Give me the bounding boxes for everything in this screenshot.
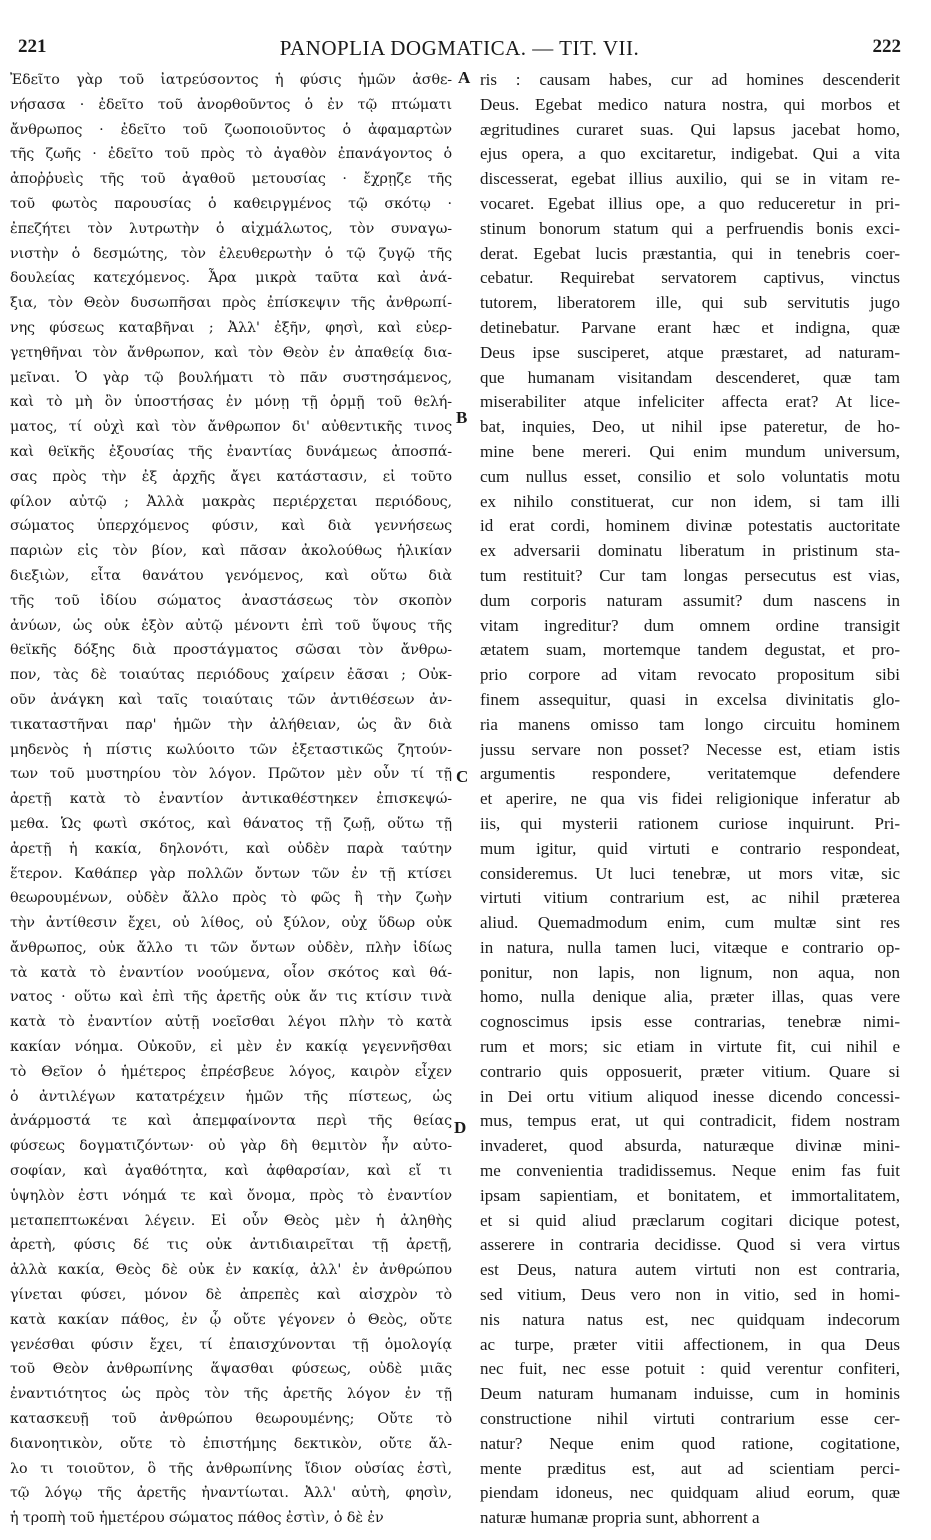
greek-column <box>10 68 452 1531</box>
greek-text-line: τῆς τοῦ ἰδίου σώματος ἀναστάσεως τὸν σκοπὸν <box>10 592 452 609</box>
greek-text-line: παριὼν εἰς τὸν βίον, καὶ πᾶσαν ἀκολούθως ἡλικίαν <box>10 543 452 560</box>
latin-text-line: rum et mors; sic etiam in virtute fit, cui nihil e <box>480 1037 900 1057</box>
latin-text-line: cum nullus esset, consilio et solo voluntatis motu <box>480 466 900 486</box>
greek-text-line: πον, τὰς δὲ τοιαύτας περιόδους χαίρειν ἐᾶσαι ; Οὐκ- <box>10 667 452 684</box>
latin-text-line: mente præditus est, aut ad scientiam perci- <box>480 1458 900 1478</box>
greek-text-line: φύσεως δογματιζόντων· οὐ γὰρ δὴ θεμιτὸν ἦν αὐτο- <box>10 1138 452 1155</box>
greek-text-line: ὁ ἀντιλέγων κατατρέχειν ἡμῶν τῆς πίστεως, ὡς <box>10 1088 452 1105</box>
latin-text-line: ria manens omisso tam longo circuitu hominem <box>480 714 900 734</box>
margin-letter-d: D <box>454 1118 467 1137</box>
greek-text-line: ἄνθρωπος · ἐδεῖτο τοῦ ζωοποιοῦντος ὁ ἀφαμαρτὼν <box>10 121 452 138</box>
greek-text-line: μεθα. Ὡς φωτὶ σκότος, καὶ θάνατος τῇ ζωῇ, οὕτω τῇ <box>10 815 452 832</box>
latin-column <box>480 68 900 1531</box>
latin-text-line: contrario quis opposuerit, præter vitium. Quare si <box>480 1061 900 1081</box>
greek-text-line: σοφίαν, καὶ ἀγαθότητα, καὶ ἀφθαρσίαν, καὶ εἴ τι <box>10 1163 452 1180</box>
latin-text-line: homo, nulla denique alia, præter illas, quas vere <box>480 987 900 1007</box>
latin-text-line: ac turpe, præter vitii affectionem, in qua Deus <box>480 1334 900 1354</box>
latin-text-line: ex adversarii dominatu liberatum in pristinum sta- <box>480 541 900 561</box>
latin-text-line: cognoscimus ipsis esse contrarias, tenebræ nimi- <box>480 1012 900 1032</box>
latin-text-line: ætatem suam, mortemque tandem degustat, et pro- <box>480 640 900 660</box>
greek-text-line: ἀρετὴ, φύσις δέ τις οὐκ ἀντιδιαιρεῖται τῇ ἀρετῇ, <box>10 1237 452 1254</box>
latin-text-line: piendam idoneus, nec quidquam aliud eorum, quæ <box>480 1483 900 1503</box>
latin-text-line: discesserat, egebat illius auxilio, qui se in vitam re- <box>480 169 900 189</box>
greek-text-line: κακίαν νόημα. Οὐκοῦν, εἰ μὲν ἐν κακίᾳ γεγεννῆσθαι <box>10 1039 452 1056</box>
latin-text-line: tutorem, liberatorem ille, qui sub servitutis jugo <box>480 293 900 313</box>
latin-text-line: me convenientia tradidissemus. Neque enim fas fuit <box>480 1161 900 1181</box>
greek-text-line: κατὰ κακίαν πάθος, ἐν ᾧ οὔτε γέγονεν ὁ Θεὸς, οὔτε <box>10 1311 452 1328</box>
greek-text-line: φίλον αὐτῷ ; Ἀλλὰ μακρὰς περιέρχεται περιόδους, <box>10 493 452 510</box>
latin-text-line: nec fuit, nec esse potuit : quid verentur confiteri, <box>480 1359 900 1379</box>
latin-text-line: tum restituit? Cur tam longas persecutus est vias, <box>480 565 900 585</box>
latin-text-line: ejus opera, a quo excitaretur, indigebat. Qui a vita <box>480 144 900 164</box>
latin-text-line: argumentis respondere, veritatemque defendere <box>480 764 900 784</box>
greek-text-line: τὴν ἀντίθεσιν ἔχει, οὐ λίθος, οὐ ξύλον, οὐχ ὕδωρ οὐκ <box>10 915 452 932</box>
running-title: PANOPLIA DOGMATICA. — TIT. VII. <box>279 36 640 60</box>
greek-text-line: καὶ θεϊκῆς ἐξουσίας τῆς ἐναντίας δυνάμεως ἀποσπά- <box>10 443 452 460</box>
latin-text-line: Deus ipse susciperet, atque præstaret, ad naturam- <box>480 342 900 362</box>
latin-text-line: mus, tempus erat, ut qui contradicit, fidem nostram <box>480 1111 900 1131</box>
greek-text-line: γετηθῆναι τὸν ἄνθρωπον, καὶ τὸν Θεὸν ἐν ἀπαθείᾳ δια- <box>10 344 452 361</box>
greek-text-line: γίνεται φύσει, μόνον δὲ ἀπρεπὲς καὶ αἰσχρὸν τὸ <box>10 1287 452 1304</box>
greek-text-line: κατὰ τὸ ἐναντίον αὐτῇ νοεῖσθαι λέγοι πλὴν τὸ κατὰ <box>10 1014 452 1031</box>
greek-text-line: σας πρὸς τὴν ἐξ ἀρχῆς ἄγει κατάστασιν, εἰ τοῦτο <box>10 468 452 485</box>
greek-text-line: οῦν ἀνάγκη καὶ ταῖς τοιαύταις τῶν ἀντιθέσεων ἀν- <box>10 691 452 708</box>
latin-text-line: que humanam visitandam descenderet, quæ tam <box>480 367 900 387</box>
greek-text-line: καὶ τὸ μὴ ὂν ὑποστήσας ἐν μόνῃ τῇ ὁρμῇ τοῦ θελή- <box>10 394 452 411</box>
greek-text-line: ἡ τροπὴ τοῦ ἡμετέρου σώματος πάθος ἐστὶν, ὁ δὲ ἐν <box>10 1510 384 1527</box>
greek-text-line: Ἐδεῖτο γὰρ τοῦ ἰατρεύσοντος ἡ φύσις ἡμῶν ἀσθε- <box>10 72 452 88</box>
latin-text-line: sed vitium, Deus vero non in vitio, sed in homi- <box>480 1285 900 1305</box>
greek-text-line: τοῦ Θεὸν ἀνθρωπίνης ἅψασθαι φύσεως, οὐδὲ μιᾶς <box>10 1361 452 1378</box>
greek-text-line: ἀνύων, ὡς οὐκ ἐξὸν αὐτῷ μένοντι ἐπὶ τοῦ ὕψους τῆς <box>10 617 452 634</box>
greek-text-line: τικαταστῆναι παρ' ἡμῶν τὴν ἀλήθειαν, ὡς ἂν διὰ <box>10 716 452 733</box>
latin-text-line: iis, qui mysterii rationem curiose inquirunt. Pri- <box>480 813 900 833</box>
latin-text-line: constructione nihil virtuti contrarium esse cer- <box>480 1409 900 1429</box>
latin-text-line: id erat cordi, hominem divinæ potestatis auctoritate <box>480 516 900 536</box>
greek-text-line: κατασκευῇ τοῦ ἀνθρώπου θεωρουμένης; Οὔτε τὸ <box>10 1411 452 1428</box>
greek-text-line: δουλείας κατεχόμενος. Ἆρα μικρὰ ταῦτα καὶ ἀνά- <box>10 270 452 287</box>
latin-text-line: in Dei ortu vitium aliquod inesse dicendo concessi- <box>480 1086 900 1106</box>
latin-text-line: vitam ingreditur? dum omnem ordine transigit <box>480 615 900 635</box>
latin-text-line: Deus. Egebat medico natura nostra, qui morbos et <box>480 94 900 114</box>
greek-text-line: τὸ Θεῖον ὁ ἡμέτερος ἐπρέσβευε λόγος, καιρὸν εἶχεν <box>10 1063 452 1080</box>
greek-text-line: νήσασα · ἐδεῖτο τοῦ ἀνορθοῦντος ὁ ἐν τῷ πτώματι <box>10 96 452 113</box>
greek-text-line: νης φύσεως καταβῆναι ; Ἀλλ' ἐξῆν, φησὶ, καὶ εὐερ- <box>10 319 452 336</box>
latin-text-line: ægritudines curaret suas. Qui lapsus jacebat homo, <box>480 119 900 139</box>
latin-text-line: miserabiliter atque infeliciter affecta erat? At lice- <box>480 392 900 412</box>
greek-text-line: μηδενὸς ἡ πίστις κωλύοιτο τῶν ἐξεταστικῶς ζητούν- <box>10 741 452 758</box>
latin-text-line: est Deus, natura autem virtuti non est contraria, <box>480 1260 900 1280</box>
latin-text-line: finem assequitur, quasi in excelsa divinitatis glo- <box>480 689 900 709</box>
greek-text-line: ξια, τὸν Θεὸν δυσωπῆσαι πρὸς ἐπίσκεψιν τῆς ἀνθρωπί- <box>10 295 452 312</box>
greek-text-line: των τοῦ μυστηρίου τὸν λόγον. Πρῶτον μὲν οὖν τί τῇ <box>10 766 452 783</box>
latin-text-line: vocaret. Egebat illius ope, a quo reduceretur in pri- <box>480 193 900 213</box>
latin-text-line: natur? Neque enim quod ratione, cogitatione, <box>480 1433 900 1453</box>
greek-text-line: τῆς ζωῆς · ἐδεῖτο τοῦ πρὸς τὸ ἀγαθὸν ἐπανάγοντος ὁ <box>10 146 452 163</box>
latin-text-line: aliud. Quemadmodum enim, cum multæ sint res <box>480 913 900 933</box>
page-number-left: 221 <box>18 36 47 57</box>
latin-text-line: ipsam sapientiam, et bonitatem, et immortalitatem, <box>480 1185 900 1205</box>
greek-text-line: τοῦ φωτὸς παρουσίας ὁ καθειργμένος τῷ σκότῳ · <box>10 195 452 212</box>
latin-text-line: derat. Egebat lucis præstantia, qui in tenebris coer- <box>480 243 900 263</box>
greek-text-line: θεϊκῆς δόξης διὰ προστάγματος σῶσαι τὸν ἄνθρω- <box>10 642 452 659</box>
latin-text-line: et si quid aliud præclarum cogitari dicique potest, <box>480 1210 900 1230</box>
latin-text-line: naturæ humanæ propria sunt, abhorrent a <box>480 1508 760 1528</box>
latin-text-line: ris : causam habes, cur ad homines descenderit <box>480 70 900 89</box>
latin-text-line: bat, inquies, Deo, ut nihil ipse pateretur, de ho- <box>480 417 900 437</box>
page-number-right: 222 <box>872 36 901 57</box>
greek-text-line: νατος · οὕτω καὶ ἐπὶ τῆς ἀρετῆς οὐκ ἄν τις κτίσιν τινὰ <box>10 989 452 1006</box>
greek-text-line: νιστὴν ὁ δεσμώτης, τὸν ἐλευθερωτὴν ὁ τῷ ζυγῷ τῆς <box>10 245 452 262</box>
greek-text-line: μεταπεπτωκέναι λέγειν. Εἰ οὖν Θεὸς μὲν ἡ ἀληθὴς <box>10 1212 452 1229</box>
greek-text-line: τὰ κατὰ τὸ ἐναντίον νοούμενα, οἷον σκότος καὶ θά- <box>10 964 452 981</box>
greek-text-line: ἀλλὰ κακία, Θεὸς δὲ οὐκ ἐν κακίᾳ, ἀλλ' ἐν ἀνθρώπου <box>10 1262 452 1279</box>
greek-text-line: ἀποῤῥυεὶς τῆς τοῦ ἀγαθοῦ μετουσίας · ἔχρῃζε τῆς <box>10 171 452 188</box>
margin-letter-a: A <box>458 68 471 87</box>
latin-text-line: ponitur, non lapis, non lignum, non aqua, non <box>480 962 900 982</box>
latin-text-line: mum igitur, quid virtuti e contrario respondeat, <box>480 838 900 858</box>
greek-text-line: διανοητικὸν, οὔτε τὸ ἐπιστήμης δεκτικὸν, οὔτε ἄλ- <box>10 1435 452 1452</box>
latin-text-line: ex nihilo constituerat, cur non idem, si tam illi <box>480 491 900 511</box>
greek-text-line: ἀνάρμοστά τε καὶ ἀπεμφαίνοντα περὶ τῆς θείας <box>10 1113 452 1130</box>
latin-text-line: mine bene mereri. Qui enim mundum universum, <box>480 441 900 461</box>
latin-text-line: nis natura natus est, nec quidquam indecorum <box>480 1309 900 1329</box>
greek-text-line: θεωρουμένων, οὐδὲν ἄλλο πρὸς τὸ φῶς ἢ τὴν ζωὴν <box>10 890 452 907</box>
running-header <box>18 36 901 66</box>
latin-text-line: jussu servare non posset? Necesse est, etiam istis <box>480 739 900 759</box>
greek-text-line: ἐπεζήτει τὸν λυτρωτὴν ὁ αἰχμάλωτος, τὸν συναγω- <box>10 220 452 237</box>
latin-text-line: in natura, nulla tamen luci, vitæque e contrario op- <box>480 937 900 957</box>
latin-text-line: stinum bonorum statum qui a perfruendis bonis exci- <box>480 218 900 238</box>
latin-text-line: detinebatur. Parvane erant hæc et indigna, quæ <box>480 317 900 337</box>
latin-text-line: Deum naturam humanam induisse, cum in hominis <box>480 1384 900 1404</box>
greek-text-line: ἐναντιότητος ὡς πρὸς τὸν τῆς ἀρετῆς λόγον ἐν τῇ <box>10 1386 452 1403</box>
greek-text-line: ἄνθρωπος, οὐκ ἄλλο τι τῶν ὄντων οὐδὲν, πλὴν ἰδίως <box>10 939 452 956</box>
latin-text-line: dum corporis naturam assumit? dum nascens in <box>480 590 900 610</box>
greek-text-line: σώματος ὑπερχόμενος φύσιν, καὶ διὰ γεννήσεως <box>10 518 452 535</box>
margin-letter-c: C <box>456 767 469 786</box>
latin-text-line: invaderet, quod absurda, naturæque divinæ mini- <box>480 1136 900 1156</box>
greek-text-line: μεῖναι. Ὁ γὰρ τῷ βουλήματι τὸ πᾶν συστησάμενος, <box>10 369 452 386</box>
latin-text-line: cebatur. Requirebat servatorem captivus, vinctus <box>480 268 900 288</box>
latin-text-line: et aperire, ne qua vis fidei religionique inferatur ab <box>480 789 900 809</box>
latin-text-line: virtuti vitium contrarium est, ac nihil præterea <box>480 888 900 908</box>
greek-text-line: διεξιὼν, εἶτα θανάτου γενόμενος, καὶ οὕτω διὰ <box>10 567 452 584</box>
greek-text-line: τῷ λόγῳ τῆς ἀρετῆς ἠναντίωται. Ἀλλ' αὐτὴ, φησὶν, <box>10 1485 452 1502</box>
greek-text-line: ἀρετῇ ἡ κακία, δηλονότι, καὶ οὐδὲν παρὰ ταύτην <box>10 840 452 857</box>
greek-text-line: ματος, τί οὐχὶ καὶ τὸν ἄνθρωπον δι' αὐθεντικῆς τινος <box>10 419 452 436</box>
latin-text-line: asserere in contraria decidisse. Quod si vera virtus <box>480 1235 900 1255</box>
latin-text-line: consideremus. Ut luci tenebræ, ut mors vitæ, sic <box>480 863 900 883</box>
margin-letter-b: B <box>456 408 468 427</box>
greek-text-line: λο τι τοιοῦτον, ὃ τῆς ἀνθρωπίνης ἴδιον οὐσίας ἐστὶ, <box>10 1460 452 1477</box>
greek-text-line: ὑψηλὸν ἐστι νόημά τε καὶ ὄνομα, πρὸς τὸ ἐναντίον <box>10 1187 452 1204</box>
latin-text-line: prio corpore ad vitam revocato propositum sibi <box>480 665 900 685</box>
greek-text-line: ἕτερον. Καθάπερ γὰρ πολλῶν ὄντων τῶν ἐν τῇ κτίσει <box>10 865 452 882</box>
greek-text-line: γενέσθαι φύσιν ἔχει, τί ἐπαισχύνονται τῇ ὁμολογίᾳ <box>10 1336 452 1353</box>
greek-text-line: ἀρετῇ κατὰ τὸ ἐναντίον ἀντικαθέστηκεν ἐπισκεψώ- <box>10 791 452 808</box>
